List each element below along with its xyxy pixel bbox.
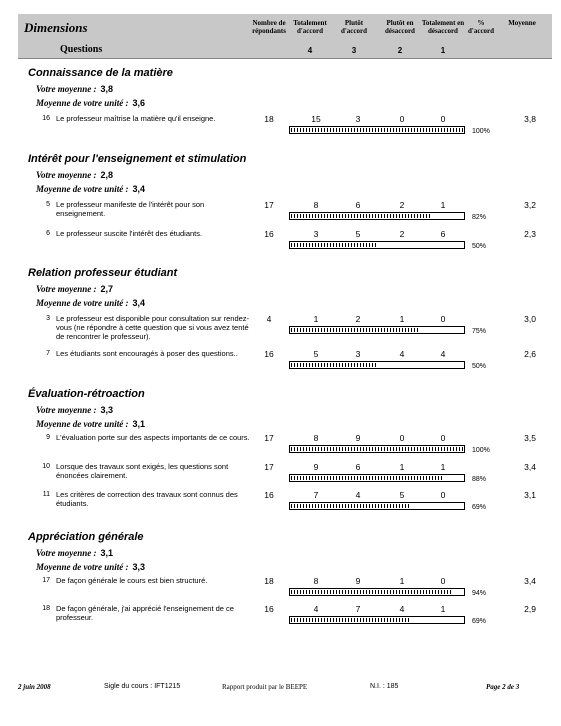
agreement-bar-fill: [291, 243, 376, 247]
cell-pa: 9: [355, 433, 361, 443]
cell-td: 0: [440, 433, 446, 443]
section-title: Connaissance de la matière: [28, 67, 173, 79]
your-average-line: [36, 170, 113, 180]
question-number: 9: [46, 434, 50, 441]
unit-average-value: 3,4: [132, 184, 146, 194]
question-mean: 3,0: [524, 314, 536, 324]
question-text: Les critères de correction des travaux sont connus des étudiants.: [56, 490, 238, 508]
footer-nl: N.I. : 185: [370, 683, 399, 690]
agreement-bar-fill: [291, 504, 409, 508]
cell-pd: 2: [399, 200, 405, 210]
cell-td: 0: [440, 114, 446, 124]
num-td: 1: [440, 46, 446, 55]
agreement-bar-fill: [291, 328, 420, 332]
your-average-line: [36, 84, 113, 94]
cell-td: 1: [440, 604, 446, 614]
footer-page: Page 2 de 3: [486, 683, 520, 691]
num-pd: 2: [397, 46, 403, 55]
cell-pa: 5: [355, 229, 361, 239]
question-text: Le professeur suscite l'intérêt des étudiants.: [56, 229, 203, 238]
your-average-line: [36, 405, 113, 415]
agreement-bar-fill: [291, 363, 376, 367]
cell-pd: 1: [399, 576, 405, 586]
agreement-percent: 94%: [472, 590, 487, 597]
section-title: Intérêt pour l'enseignement et stimulation: [28, 153, 247, 165]
cell-pd: 1: [399, 462, 405, 472]
cell-pa: 3: [355, 349, 361, 359]
cell-pa: 4: [355, 490, 361, 500]
cell-n: 18: [264, 576, 274, 586]
agreement-percent: 100%: [472, 447, 490, 454]
question-text: De façon générale, j'ai apprécié l'enseignement de ce professeur.: [56, 604, 234, 622]
unit-average-line: [36, 562, 145, 572]
agreement-bar: [289, 588, 465, 596]
col-pct: % d'accord: [468, 19, 495, 35]
unit-average-line: [36, 98, 145, 108]
question-text: Le professeur maîtrise la matière qu'il enseigne.: [56, 114, 216, 123]
your-average-value: 2,7: [100, 284, 114, 294]
cell-pd: 0: [399, 114, 405, 124]
col-moy: Moyenne: [508, 19, 536, 27]
question-text: De façon générale le cours est bien structuré.: [56, 576, 208, 585]
unit-average-label: Moyenne de votre unité :: [36, 562, 129, 572]
cell-td: 1: [440, 462, 446, 472]
agreement-bar-fill: [291, 447, 463, 451]
agreement-percent: 100%: [472, 128, 490, 135]
cell-pa: 3: [355, 114, 361, 124]
agreement-bar: [289, 616, 465, 624]
unit-average-value: 3,4: [132, 298, 146, 308]
agreement-percent: 50%: [472, 363, 487, 370]
cell-pa: 6: [355, 462, 361, 472]
cell-pd: 4: [399, 349, 405, 359]
agreement-bar: [289, 126, 465, 134]
question-number: 16: [42, 115, 50, 122]
unit-average-value: 3,1: [132, 419, 146, 429]
agreement-bar: [289, 241, 465, 249]
question-number: 3: [46, 315, 50, 322]
cell-n: 4: [266, 314, 272, 324]
question-text: L'évaluation porte sur des aspects importants de ce cours.: [56, 433, 250, 442]
agreement-bar-fill: [291, 128, 463, 132]
cell-pd: 5: [399, 490, 405, 500]
cell-n: 17: [264, 433, 274, 443]
your-average-value: 3,3: [100, 405, 114, 415]
cell-ta: 3: [313, 229, 319, 239]
cell-td: 1: [440, 200, 446, 210]
unit-average-value: 3,6: [132, 98, 146, 108]
agreement-bar-fill: [291, 476, 442, 480]
table-header: [18, 14, 552, 59]
agreement-percent: 69%: [472, 618, 487, 625]
cell-pd: 1: [399, 314, 405, 324]
cell-pd: 0: [399, 433, 405, 443]
agreement-percent: 88%: [472, 476, 487, 483]
cell-pa: 9: [355, 576, 361, 586]
your-average-line: [36, 284, 113, 294]
cell-td: 0: [440, 490, 446, 500]
cell-pd: 2: [399, 229, 405, 239]
unit-average-line: [36, 419, 145, 429]
num-pa: 3: [351, 46, 357, 55]
cell-pa: 6: [355, 200, 361, 210]
col-nb: Nombre de répondants: [252, 19, 286, 35]
footer-sigle: Sigle du cours : IFT1215: [104, 683, 181, 690]
footer-date: 2 juin 2008: [18, 683, 51, 691]
cell-n: 17: [264, 200, 274, 210]
unit-average-line: [36, 298, 145, 308]
your-average-label: Votre moyenne :: [36, 170, 97, 180]
cell-td: 6: [440, 229, 446, 239]
section-title: Relation professeur étudiant: [28, 267, 178, 279]
question-number: 6: [46, 230, 50, 237]
cell-n: 16: [264, 229, 274, 239]
unit-average-value: 3,3: [132, 562, 146, 572]
agreement-percent: 69%: [472, 504, 487, 511]
cell-ta: 4: [313, 604, 319, 614]
your-average-value: 3,1: [100, 548, 114, 558]
question-mean: 3,4: [524, 462, 536, 472]
col-pd: Plutôt en désaccord: [385, 19, 415, 35]
your-average-value: 3,8: [100, 84, 114, 94]
cell-ta: 1: [313, 314, 319, 324]
cell-td: 0: [440, 576, 446, 586]
question-mean: 3,2: [524, 200, 536, 210]
agreement-bar: [289, 212, 465, 220]
cell-n: 16: [264, 490, 274, 500]
agreement-percent: 50%: [472, 243, 487, 250]
cell-ta: 5: [313, 349, 319, 359]
question-mean: 3,4: [524, 576, 536, 586]
question-number: 7: [46, 350, 50, 357]
cell-ta: 7: [313, 490, 319, 500]
cell-n: 17: [264, 462, 274, 472]
agreement-bar: [289, 361, 465, 369]
question-mean: 3,5: [524, 433, 536, 443]
col-ta: Totalement d'accord: [293, 19, 327, 35]
cell-ta: 8: [313, 200, 319, 210]
your-average-line: [36, 548, 113, 558]
agreement-bar: [289, 326, 465, 334]
cell-ta: 8: [313, 433, 319, 443]
question-mean: 2,9: [524, 604, 536, 614]
agreement-bar-fill: [291, 618, 409, 622]
cell-ta: 8: [313, 576, 319, 586]
section-title: Appréciation générale: [28, 531, 144, 543]
cell-pa: 7: [355, 604, 361, 614]
unit-average-label: Moyenne de votre unité :: [36, 98, 129, 108]
cell-pa: 2: [355, 314, 361, 324]
agreement-bar-fill: [291, 590, 453, 594]
header-subtitle: Questions: [60, 44, 103, 55]
unit-average-line: [36, 184, 145, 194]
question-mean: 2,6: [524, 349, 536, 359]
num-ta: 4: [307, 46, 313, 55]
col-td: Totalement en désaccord: [421, 19, 465, 35]
question-number: 11: [42, 491, 50, 498]
footer-rapport: Rapport produit par le BEEPE: [222, 683, 308, 691]
agreement-percent: 75%: [472, 328, 487, 335]
section-title: Évaluation-rétroaction: [28, 388, 145, 400]
question-number: 5: [46, 201, 50, 208]
cell-n: 16: [264, 349, 274, 359]
cell-td: 4: [440, 349, 446, 359]
question-text: Lorsque des travaux sont exigés, les questions sont énoncées clairement.: [56, 462, 229, 480]
agreement-bar-fill: [291, 214, 432, 218]
unit-average-label: Moyenne de votre unité :: [36, 184, 129, 194]
question-text: Le professeur manifeste de l'intérêt pour son enseignement.: [56, 200, 205, 218]
question-mean: 3,8: [524, 114, 536, 124]
your-average-value: 2,8: [100, 170, 114, 180]
agreement-bar: [289, 445, 465, 453]
agreement-bar: [289, 474, 465, 482]
cell-n: 16: [264, 604, 274, 614]
header-title: Dimensions: [24, 20, 88, 35]
question-number: 18: [42, 605, 50, 612]
unit-average-label: Moyenne de votre unité :: [36, 419, 129, 429]
question-number: 10: [42, 463, 50, 470]
question-number: 17: [42, 577, 50, 584]
cell-n: 18: [264, 114, 274, 124]
your-average-label: Votre moyenne :: [36, 284, 97, 294]
agreement-percent: 82%: [472, 214, 487, 221]
unit-average-label: Moyenne de votre unité :: [36, 298, 129, 308]
cell-pd: 4: [399, 604, 405, 614]
question-mean: 3,1: [524, 490, 536, 500]
cell-ta: 15: [311, 114, 321, 124]
agreement-bar: [289, 502, 465, 510]
your-average-label: Votre moyenne :: [36, 84, 97, 94]
col-pa: Plutôt d'accord: [340, 19, 368, 35]
question-text: Le professeur est disponible pour consultation sur rendez-vous (ne répondre à cette question que si vous avez tenté de rencontrer le professeur).: [56, 314, 250, 341]
cell-td: 0: [440, 314, 446, 324]
your-average-label: Votre moyenne :: [36, 548, 97, 558]
your-average-label: Votre moyenne :: [36, 405, 97, 415]
question-text: Les étudiants sont encouragés à poser des questions..: [56, 349, 238, 358]
cell-ta: 9: [313, 462, 319, 472]
question-mean: 2,3: [524, 229, 536, 239]
